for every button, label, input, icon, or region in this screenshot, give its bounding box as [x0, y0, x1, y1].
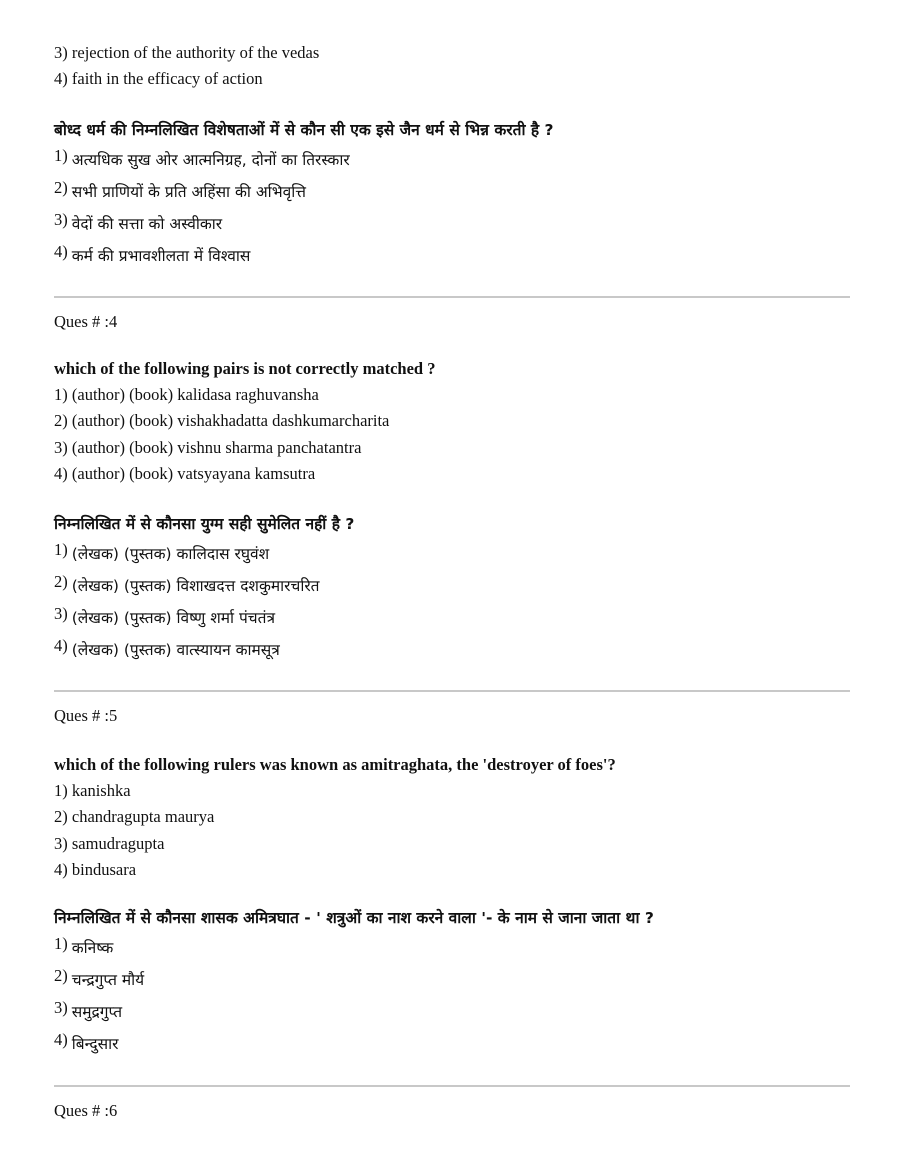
option-3: 3) (author) (book) vishnu sharma panchatantra: [54, 437, 362, 457]
option-4: 4) faith in the efficacy of action: [54, 69, 263, 89]
divider: [54, 1085, 850, 1087]
prev-question-options: [54, 40, 860, 93]
option-1: 1) (author) (book) kalidasa raghuvansha: [54, 385, 319, 404]
q4-hindi: [54, 510, 860, 666]
option-4: 4) बिन्दुसार: [54, 1030, 119, 1053]
divider: [54, 296, 850, 298]
option-4: 4) (author) (book) vatsyayana kamsutra: [54, 463, 316, 483]
q5-hindi: [54, 904, 860, 1060]
option-1: 1) अत्यधिक सुख ओर आत्मनिग्रह, दोनों का तिरस्कार: [54, 146, 350, 169]
option-3: 3) वेदों की सत्ता को अस्वीकार: [54, 210, 223, 233]
option-2: 2) chandragupta maurya: [54, 807, 215, 827]
question-label: Ques # :5: [54, 706, 118, 725]
option-4: 4) bindusara: [54, 859, 137, 879]
question-text-hindi: निम्नलिखित में से कौनसा शासक अमित्रघात - ' शत्रुओं का नाश करने वाला '- के नाम से जाना जाता था ?: [54, 909, 654, 927]
option-1: 1) kanishka: [54, 781, 131, 800]
q3-hindi: [54, 116, 860, 272]
q5-english: [54, 752, 860, 883]
option-1: 1) कनिष्क: [54, 934, 114, 957]
option-2: 2) चन्द्रगुप्त मौर्य: [54, 966, 145, 989]
option-4: 4) (लेखक) (पुस्तक) वात्स्यायन कामसूत्र: [54, 636, 280, 659]
divider: [54, 690, 850, 692]
question-text: which of the following rulers was known as amitraghata, the 'destroyer of foes'?: [54, 755, 616, 774]
question-label: Ques # :4: [54, 312, 118, 331]
option-1: 1) (लेखक) (पुस्तक) कालिदास रघुवंश: [54, 540, 270, 563]
option-2: 2) (author) (book) vishakhadatta dashkumarcharita: [54, 411, 390, 431]
q4-english: [54, 356, 860, 487]
question-text-hindi: बोध्द धर्म की निम्नलिखित विशेषताओं में से कौन सी एक इसे जैन धर्म से भिन्न करती है ?: [54, 121, 554, 139]
option-3: 3) rejection of the authority of the vedas: [54, 43, 320, 62]
option-3: 3) समुद्रगुप्त: [54, 998, 123, 1021]
option-2: 2) सभी प्राणियों के प्रति अहिंसा की अभिवृत्ति: [54, 178, 306, 201]
question-text: which of the following pairs is not correctly matched ?: [54, 359, 436, 378]
question-text-hindi: निम्नलिखित में से कौनसा युग्म सही सुमेलित नहीं है ?: [54, 515, 355, 533]
option-3: 3) (लेखक) (पुस्तक) विष्णु शर्मा पंचतंत्र: [54, 604, 276, 627]
question-label: Ques # :6: [54, 1101, 118, 1120]
option-4: 4) कर्म की प्रभावशीलता में विश्वास: [54, 242, 251, 265]
option-3: 3) samudragupta: [54, 833, 165, 853]
option-2: 2) (लेखक) (पुस्तक) विशाखदत्त दशकुमारचरित: [54, 572, 320, 595]
